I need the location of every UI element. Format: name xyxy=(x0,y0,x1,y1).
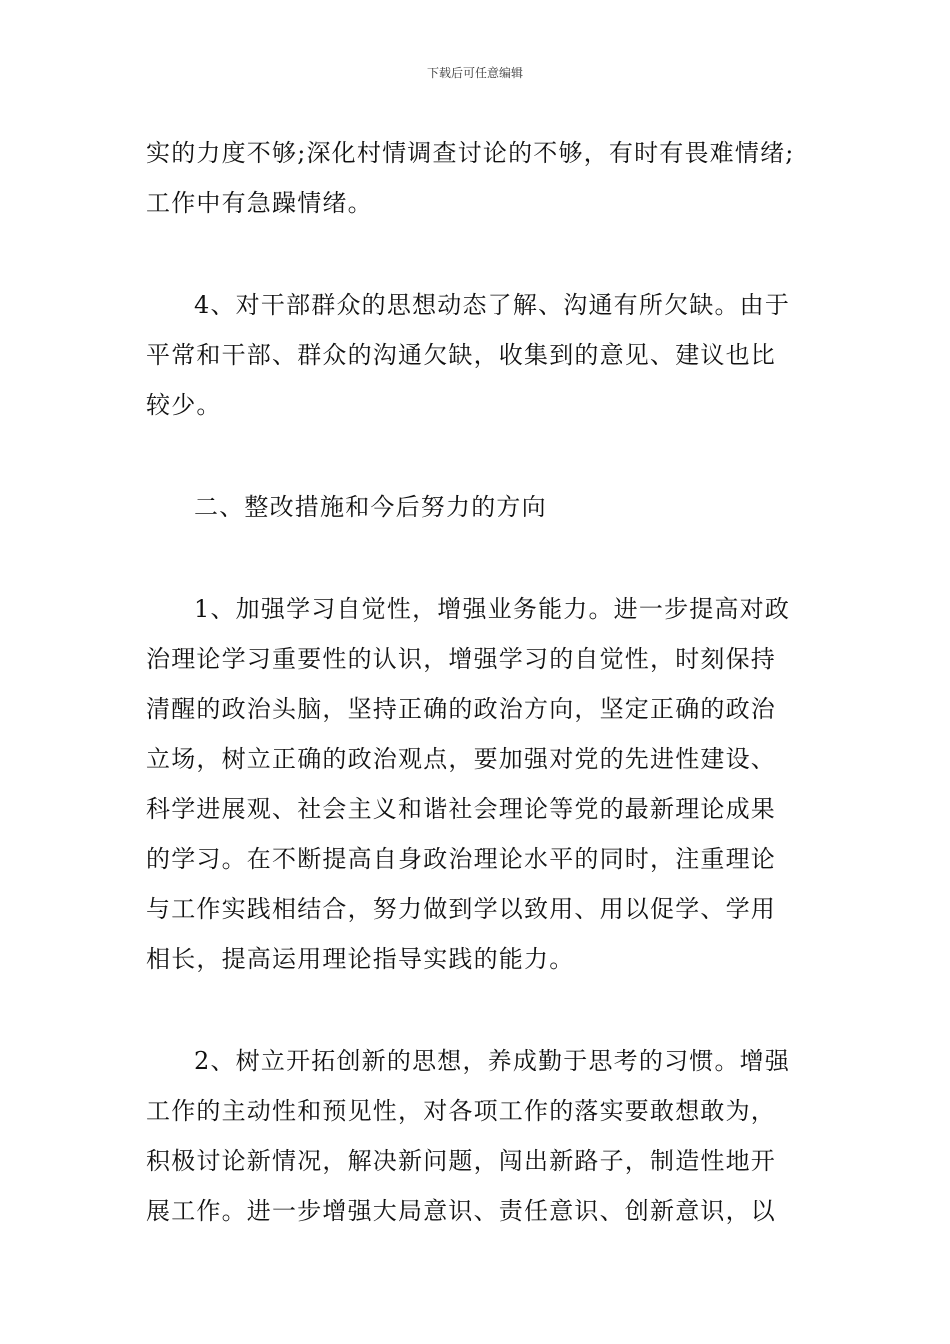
section-heading xyxy=(146,482,822,532)
heading-line: 二、整改措施和今后努力的方向 xyxy=(194,493,547,521)
text-line: 工作中有急躁情绪。 xyxy=(146,189,373,217)
text-line: 与工作实践相结合，努力做到学以致用、用以促学、学用 xyxy=(146,895,776,923)
text-line: 实的力度不够;深化村情调查讨论的不够，有时有畏难情绪; xyxy=(146,139,795,167)
text-line: 清醒的政治头脑，坚持正确的政治方向，坚定正确的政治 xyxy=(146,695,776,723)
document-body xyxy=(146,128,822,1288)
page-header: 下载后可任意编辑 xyxy=(426,66,523,80)
paragraph-item-2 xyxy=(146,1036,822,1236)
paragraph-item-1 xyxy=(146,584,822,984)
text-line: 4、对干部群众的思想动态了解、沟通有所欠缺。由于 xyxy=(194,291,791,319)
text-line: 相长，提高运用理论指导实践的能力。 xyxy=(146,945,575,973)
text-line: 平常和干部、群众的沟通欠缺，收集到的意见、建议也比 xyxy=(146,341,776,369)
text-line: 2、树立开拓创新的思想，养成勤于思考的习惯。增强 xyxy=(194,1047,791,1075)
text-line: 工作的主动性和预见性，对各项工作的落实要敢想敢为， xyxy=(146,1097,776,1125)
text-line: 治理论学习重要性的认识，增强学习的自觉性，时刻保持 xyxy=(146,645,776,673)
text-line: 1、加强学习自觉性，增强业务能力。进一步提高对政 xyxy=(194,595,791,623)
text-line: 积极讨论新情况，解决新问题，闯出新路子，制造性地开 xyxy=(146,1147,776,1175)
text-line: 较少。 xyxy=(146,391,222,419)
text-line: 立场，树立正确的政治观点，要加强对党的先进性建设、 xyxy=(146,745,776,773)
text-line: 科学进展观、社会主义和谐社会理论等党的最新理论成果 xyxy=(146,795,776,823)
paragraph-continuation xyxy=(146,128,822,228)
text-line: 的学习。在不断提高自身政治理论水平的同时，注重理论 xyxy=(146,845,776,873)
paragraph-item-4 xyxy=(146,280,822,430)
text-line: 展工作。进一步增强大局意识、责任意识、创新意识，以 xyxy=(146,1197,776,1225)
